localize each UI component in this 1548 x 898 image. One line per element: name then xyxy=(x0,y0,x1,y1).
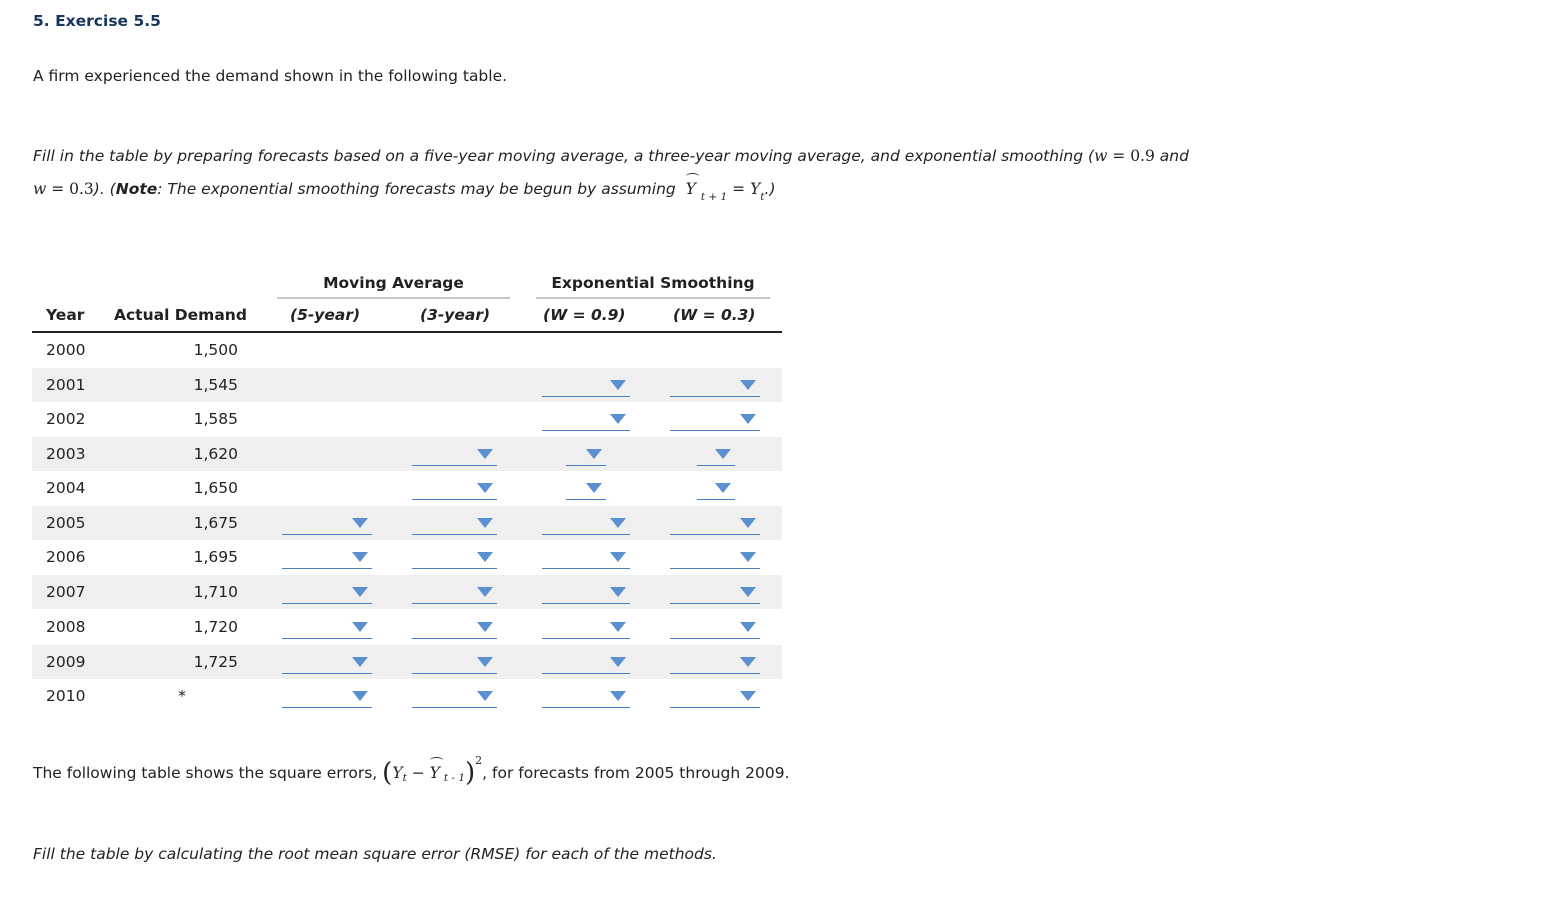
dropdown-es3-2003[interactable] xyxy=(697,443,735,466)
dropdown-arrow-icon xyxy=(352,657,368,667)
power-2: 2 xyxy=(475,754,483,767)
square-errors-text xyxy=(33,754,790,789)
dropdown-arrow-icon xyxy=(740,691,756,701)
year-cell: 2010 xyxy=(46,687,86,705)
y-hat-symbol: Y xyxy=(685,180,696,198)
y-hat-t1: Y xyxy=(429,764,440,782)
dropdown-es9-2008[interactable] xyxy=(542,616,630,639)
table-row xyxy=(32,679,782,713)
dropdown-arrow-icon xyxy=(610,691,626,701)
col-es-w09: (W = 0.9) xyxy=(543,306,626,324)
dropdown-es3-2007[interactable] xyxy=(670,581,760,604)
dropdown-arrow-icon xyxy=(352,552,368,562)
year-cell: 2007 xyxy=(46,583,86,601)
dropdown-arrow-icon xyxy=(477,449,493,459)
dropdown-arrow-icon xyxy=(740,657,756,667)
dropdown-arrow-icon xyxy=(477,518,493,528)
table-row xyxy=(32,471,782,505)
demand-cell: 1,650 xyxy=(193,479,238,497)
dropdown-ma5-2010[interactable] xyxy=(282,685,372,708)
table-row xyxy=(32,575,782,609)
dropdown-es9-2007[interactable] xyxy=(542,581,630,604)
dropdown-es9-2009[interactable] xyxy=(542,651,630,674)
w-symbol-2: w xyxy=(33,180,47,198)
demand-cell: 1,710 xyxy=(193,583,238,601)
year-cell: 2004 xyxy=(46,479,86,497)
table-row xyxy=(32,402,782,436)
demand-cell: 1,695 xyxy=(193,548,238,566)
dropdown-es3-2004[interactable] xyxy=(697,477,735,500)
year-cell: 2000 xyxy=(46,341,86,359)
exponential-smoothing-rule xyxy=(536,297,770,299)
instructions-part2: ). ( xyxy=(93,180,116,198)
dropdown-ma3-2004[interactable] xyxy=(412,477,497,500)
year-cell: 2008 xyxy=(46,618,86,636)
and-word: and xyxy=(1154,147,1189,165)
dropdown-ma3-2006[interactable] xyxy=(412,546,497,569)
intro-text: A firm experienced the demand shown in the following table. xyxy=(33,67,508,85)
note-label: Note xyxy=(115,180,158,198)
moving-average-rule xyxy=(277,297,510,299)
dropdown-arrow-icon xyxy=(586,483,602,493)
year-cell: 2001 xyxy=(46,376,86,394)
dropdown-es9-2006[interactable] xyxy=(542,546,630,569)
dropdown-arrow-icon xyxy=(610,657,626,667)
right-paren: ) xyxy=(465,758,476,788)
instructions-part4: .) xyxy=(764,180,776,198)
left-paren: ( xyxy=(382,758,393,788)
dropdown-arrow-icon xyxy=(477,483,493,493)
exponential-smoothing-header: Exponential Smoothing xyxy=(551,274,755,292)
demand-cell: 1,725 xyxy=(193,653,238,671)
col-actual-demand: Actual Demand xyxy=(114,306,247,324)
dropdown-arrow-icon xyxy=(352,622,368,632)
table-row xyxy=(32,333,782,367)
demand-cell: 1,675 xyxy=(193,514,238,532)
dropdown-ma3-2003[interactable] xyxy=(412,443,497,466)
dropdown-arrow-icon xyxy=(740,414,756,424)
dropdown-arrow-icon xyxy=(740,622,756,632)
dropdown-es3-2008[interactable] xyxy=(670,616,760,639)
w-symbol-1: w xyxy=(1094,147,1108,165)
page-title: 5. Exercise 5.5 xyxy=(33,12,161,30)
dropdown-arrow-icon xyxy=(610,518,626,528)
year-cell: 2003 xyxy=(46,445,86,463)
dropdown-arrow-icon xyxy=(610,414,626,424)
w-eq-03: = 0.3 xyxy=(46,180,94,198)
y-t-sub: t xyxy=(402,772,407,784)
y-symbol: Y xyxy=(750,180,761,198)
dropdown-arrow-icon xyxy=(610,587,626,597)
dropdown-arrow-icon xyxy=(740,518,756,528)
dropdown-es3-2001[interactable] xyxy=(670,374,760,397)
dropdown-es9-2010[interactable] xyxy=(542,685,630,708)
rmse-instruction: Fill the table by calculating the root mean square error (RMSE) for each of the methods. xyxy=(33,845,717,863)
y-t-symbol: Y xyxy=(392,764,403,782)
year-cell: 2006 xyxy=(46,548,86,566)
dropdown-arrow-icon xyxy=(586,449,602,459)
demand-cell: 1,545 xyxy=(193,376,238,394)
dropdown-arrow-icon xyxy=(477,622,493,632)
dropdown-arrow-icon xyxy=(740,380,756,390)
table-row xyxy=(32,437,782,471)
instructions xyxy=(33,145,1293,203)
dropdown-es9-2001[interactable] xyxy=(542,374,630,397)
year-cell: 2005 xyxy=(46,514,86,532)
demand-cell: 1,720 xyxy=(193,618,238,636)
sub-t-plus-1: t + 1 xyxy=(700,191,728,203)
dropdown-ma3-2008[interactable] xyxy=(412,616,497,639)
dropdown-arrow-icon xyxy=(610,552,626,562)
dropdown-es9-2003[interactable] xyxy=(566,443,606,466)
dropdown-arrow-icon xyxy=(740,552,756,562)
dropdown-arrow-icon xyxy=(352,587,368,597)
col-year: Year xyxy=(46,306,85,324)
dropdown-ma5-2006[interactable] xyxy=(282,546,372,569)
instructions-part1: Fill in the table by preparing forecasts based on a five-year moving average, a three-year moving average, and exponential smoothing ( xyxy=(33,147,1095,165)
minus-sign: − xyxy=(406,764,430,782)
y-hat-sub: t - 1 xyxy=(443,772,465,784)
table-row xyxy=(32,645,782,679)
dropdown-arrow-icon xyxy=(740,587,756,597)
dropdown-ma3-2010[interactable] xyxy=(412,685,497,708)
dropdown-es3-2002[interactable] xyxy=(670,408,760,431)
col-ma-5year: (5-year) xyxy=(290,306,361,324)
dropdown-arrow-icon xyxy=(477,657,493,667)
instructions-part3: : The exponential smoothing forecasts may be begun by assuming xyxy=(157,180,681,198)
demand-cell: 1,585 xyxy=(193,410,238,428)
equals-sign: = xyxy=(727,180,751,198)
dropdown-arrow-icon xyxy=(477,691,493,701)
dropdown-ma5-2007[interactable] xyxy=(282,581,372,604)
dropdown-arrow-icon xyxy=(352,691,368,701)
w-eq-09: = 0.9 xyxy=(1107,147,1155,165)
dropdown-ma5-2009[interactable] xyxy=(282,651,372,674)
dropdown-es3-2009[interactable] xyxy=(670,651,760,674)
dropdown-arrow-icon xyxy=(477,587,493,597)
dropdown-es3-2010[interactable] xyxy=(670,685,760,708)
dropdown-es3-2006[interactable] xyxy=(670,546,760,569)
year-cell: 2009 xyxy=(46,653,86,671)
moving-average-header: Moving Average xyxy=(323,274,464,292)
table-row xyxy=(32,506,782,540)
square-errors-part1: The following table shows the square errors, xyxy=(33,764,383,782)
dropdown-ma5-2008[interactable] xyxy=(282,616,372,639)
dropdown-es9-2002[interactable] xyxy=(542,408,630,431)
square-errors-part2: , for forecasts from 2005 through 2009. xyxy=(482,764,790,782)
dropdown-ma3-2009[interactable] xyxy=(412,651,497,674)
dropdown-ma5-2005[interactable] xyxy=(282,512,372,535)
dropdown-arrow-icon xyxy=(352,518,368,528)
dropdown-arrow-icon xyxy=(610,380,626,390)
col-es-w03: (W = 0.3) xyxy=(673,306,756,324)
dropdown-ma3-2007[interactable] xyxy=(412,581,497,604)
dropdown-es9-2004[interactable] xyxy=(566,477,606,500)
table-row xyxy=(32,540,782,574)
demand-cell: 1,620 xyxy=(193,445,238,463)
dropdown-es9-2005[interactable] xyxy=(542,512,630,535)
dropdown-arrow-icon xyxy=(477,552,493,562)
demand-cell: * xyxy=(178,687,186,705)
dropdown-arrow-icon xyxy=(715,449,731,459)
dropdown-arrow-icon xyxy=(715,483,731,493)
dropdown-arrow-icon xyxy=(610,622,626,632)
table-row xyxy=(32,610,782,644)
year-cell: 2002 xyxy=(46,410,86,428)
col-ma-3year: (3-year) xyxy=(420,306,491,324)
demand-cell: 1,500 xyxy=(193,341,238,359)
table-row xyxy=(32,368,782,402)
sub-t: t xyxy=(760,191,765,203)
dropdown-es3-2005[interactable] xyxy=(670,512,760,535)
dropdown-ma3-2005[interactable] xyxy=(412,512,497,535)
